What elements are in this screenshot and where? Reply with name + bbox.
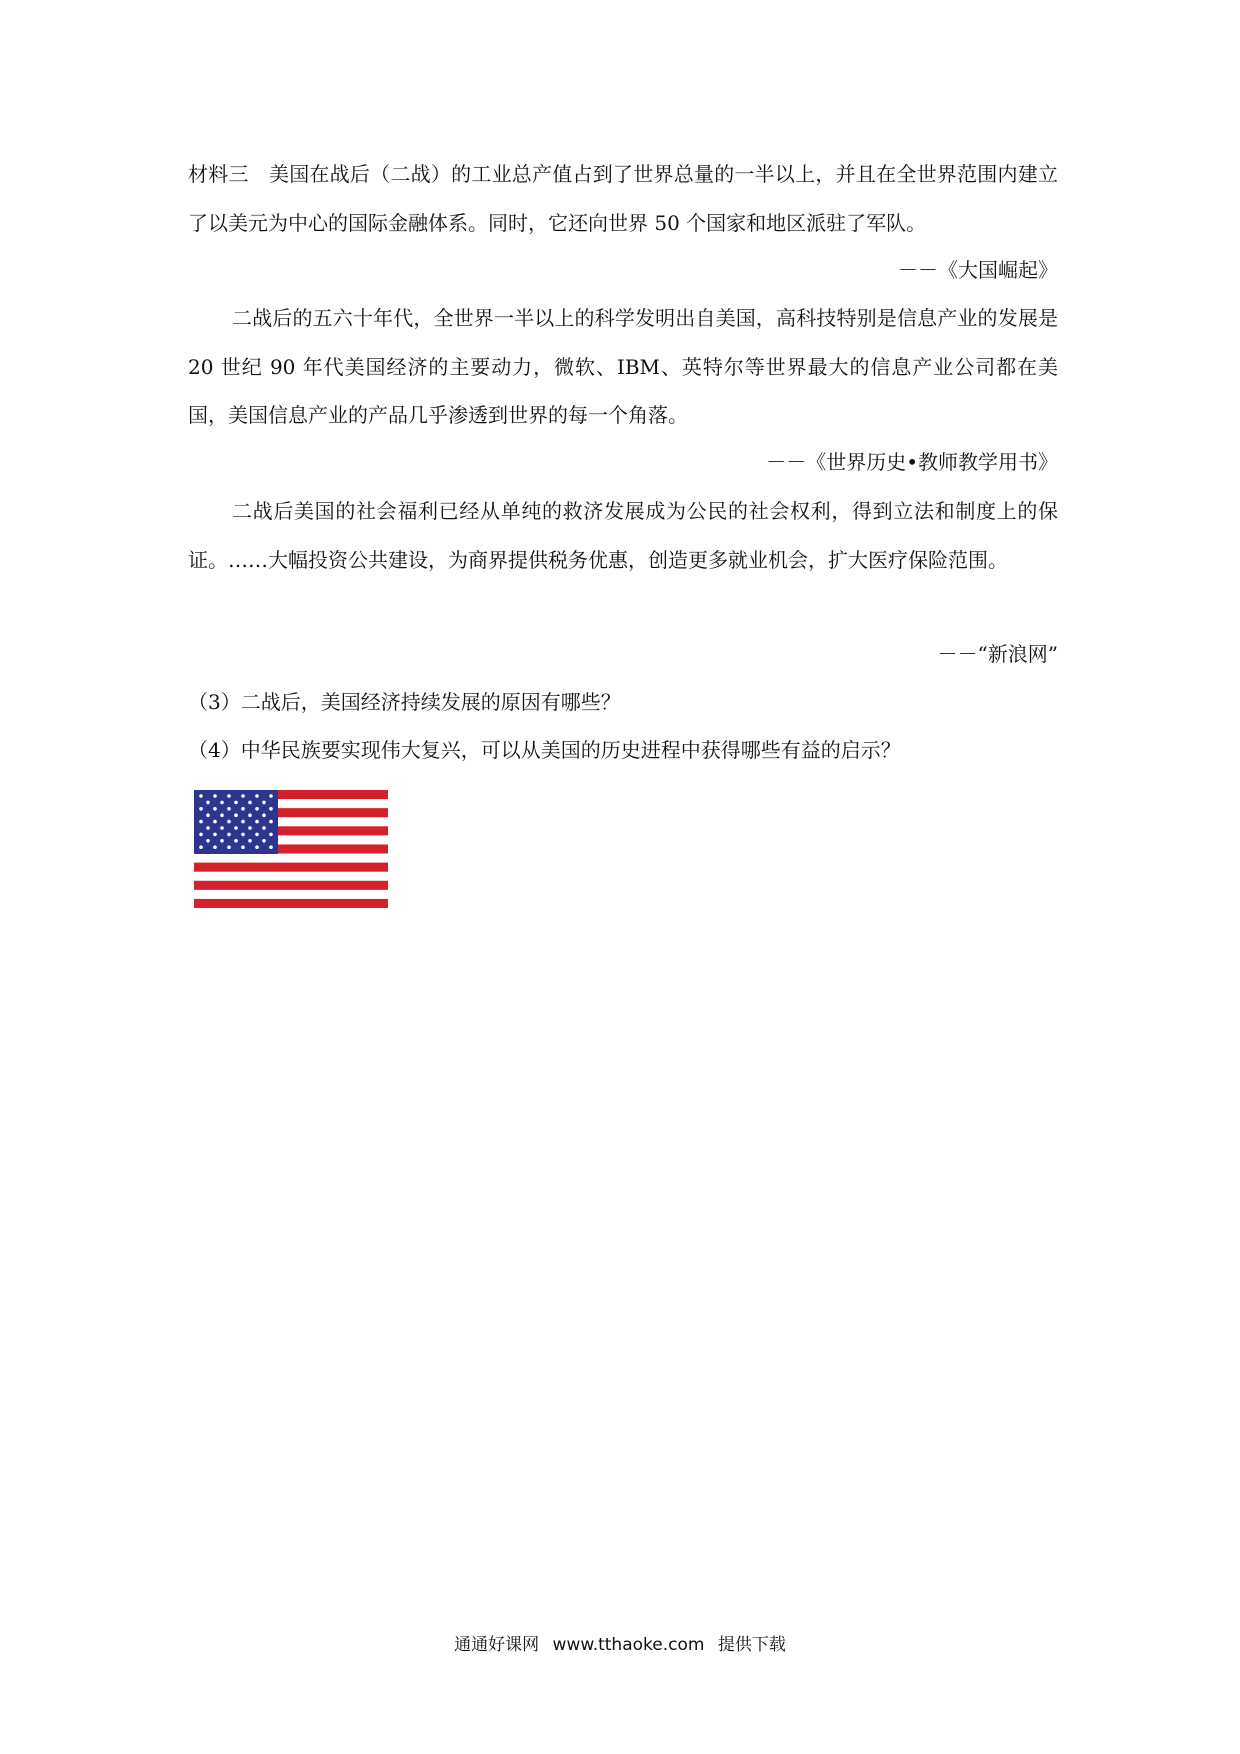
flag-stripe <box>194 872 388 881</box>
flag-star <box>255 794 259 798</box>
flag-stripe <box>194 854 388 863</box>
flag-star <box>227 807 231 811</box>
flag-star <box>255 833 259 837</box>
flag-star <box>213 794 217 798</box>
flag-star <box>234 839 238 843</box>
flag-star <box>227 845 231 849</box>
flag-star <box>241 794 245 798</box>
flag-star <box>206 813 210 817</box>
flag-star <box>199 794 203 798</box>
footer-suffix: 提供下载 <box>717 1635 786 1655</box>
flag-star <box>262 826 266 830</box>
source-citation-3: －－“新浪网” <box>937 642 1058 666</box>
flag-star <box>220 826 224 830</box>
question-4: （4）中华民族要实现伟大复兴，可以从美国的历史进程中获得哪些有益的启示？ <box>188 738 901 762</box>
flag-star <box>234 826 238 830</box>
flag-star <box>248 839 252 843</box>
flag-star <box>255 820 259 824</box>
flag-star <box>262 801 266 805</box>
flag-star <box>255 807 259 811</box>
material3-paragraph-2: 二战后的五六十年代，全世界一半以上的科学发明出自美国，高科技特别是信息产业的发展是 20 世纪 90 年代美国经济的主要动力，微软、IBM、英特尔等世界最大的信息产业公司都在美国，美国信息产业的产品几乎渗透到世界的每一个角落。 <box>188 306 1058 428</box>
flag-canton <box>194 790 278 854</box>
flag-star <box>199 833 203 837</box>
flag-star <box>262 813 266 817</box>
flag-star <box>269 833 273 837</box>
page-footer <box>0 1632 1240 1658</box>
question-3: （3）二战后，美国经济持续发展的原因有哪些？ <box>188 690 621 714</box>
flag-star <box>248 813 252 817</box>
flag-star <box>269 845 273 849</box>
footer-site-name: 通通好课网 <box>454 1635 540 1655</box>
flag-star <box>213 845 217 849</box>
source-citation-2: －－《世界历史•教师教学用书》 <box>766 450 1058 474</box>
flag-star <box>213 820 217 824</box>
flag-star <box>269 820 273 824</box>
flag-star <box>248 826 252 830</box>
flag-stripe <box>194 890 388 899</box>
us-flag-icon <box>194 790 388 908</box>
material3-paragraph-1: 材料三 美国在战后（二战）的工业总产值占到了世界总量的一半以上，并且在全世界范围内建立了以美元为中心的国际金融体系。同时，它还向世界 50 个国家和地区派驻了军队。 <box>188 162 1058 235</box>
flag-star <box>220 839 224 843</box>
flag-star <box>199 845 203 849</box>
flag-stripe <box>194 881 388 890</box>
flag-star <box>206 839 210 843</box>
flag-star <box>234 813 238 817</box>
flag-star <box>262 839 266 843</box>
flag-star <box>241 845 245 849</box>
flag-star <box>234 801 238 805</box>
flag-star <box>206 801 210 805</box>
flag-star <box>241 833 245 837</box>
flag-star <box>220 813 224 817</box>
flag-star <box>269 807 273 811</box>
flag-star <box>206 826 210 830</box>
flag-star <box>241 807 245 811</box>
flag-star <box>248 801 252 805</box>
flag-star <box>220 801 224 805</box>
source-citation-1: －－《大国崛起》 <box>898 258 1058 282</box>
flag-star <box>255 845 259 849</box>
flag-star <box>227 820 231 824</box>
flag-star <box>213 807 217 811</box>
flag-star <box>199 807 203 811</box>
flag-stripe <box>194 863 388 872</box>
material3-paragraph-3: 二战后美国的社会福利已经从单纯的救济发展成为公民的社会权利，得到立法和制度上的保证。……大幅投资公共建设，为商界提供税务优惠，创造更多就业机会，扩大医疗保险范围。 <box>188 499 1058 572</box>
flag-star <box>241 820 245 824</box>
flag-star <box>227 833 231 837</box>
footer-url[interactable]: www.tthaoke.com <box>552 1635 705 1655</box>
flag-star <box>199 820 203 824</box>
flag-star <box>227 794 231 798</box>
flag-star <box>269 794 273 798</box>
flag-star <box>213 833 217 837</box>
flag-stripe <box>194 899 388 908</box>
